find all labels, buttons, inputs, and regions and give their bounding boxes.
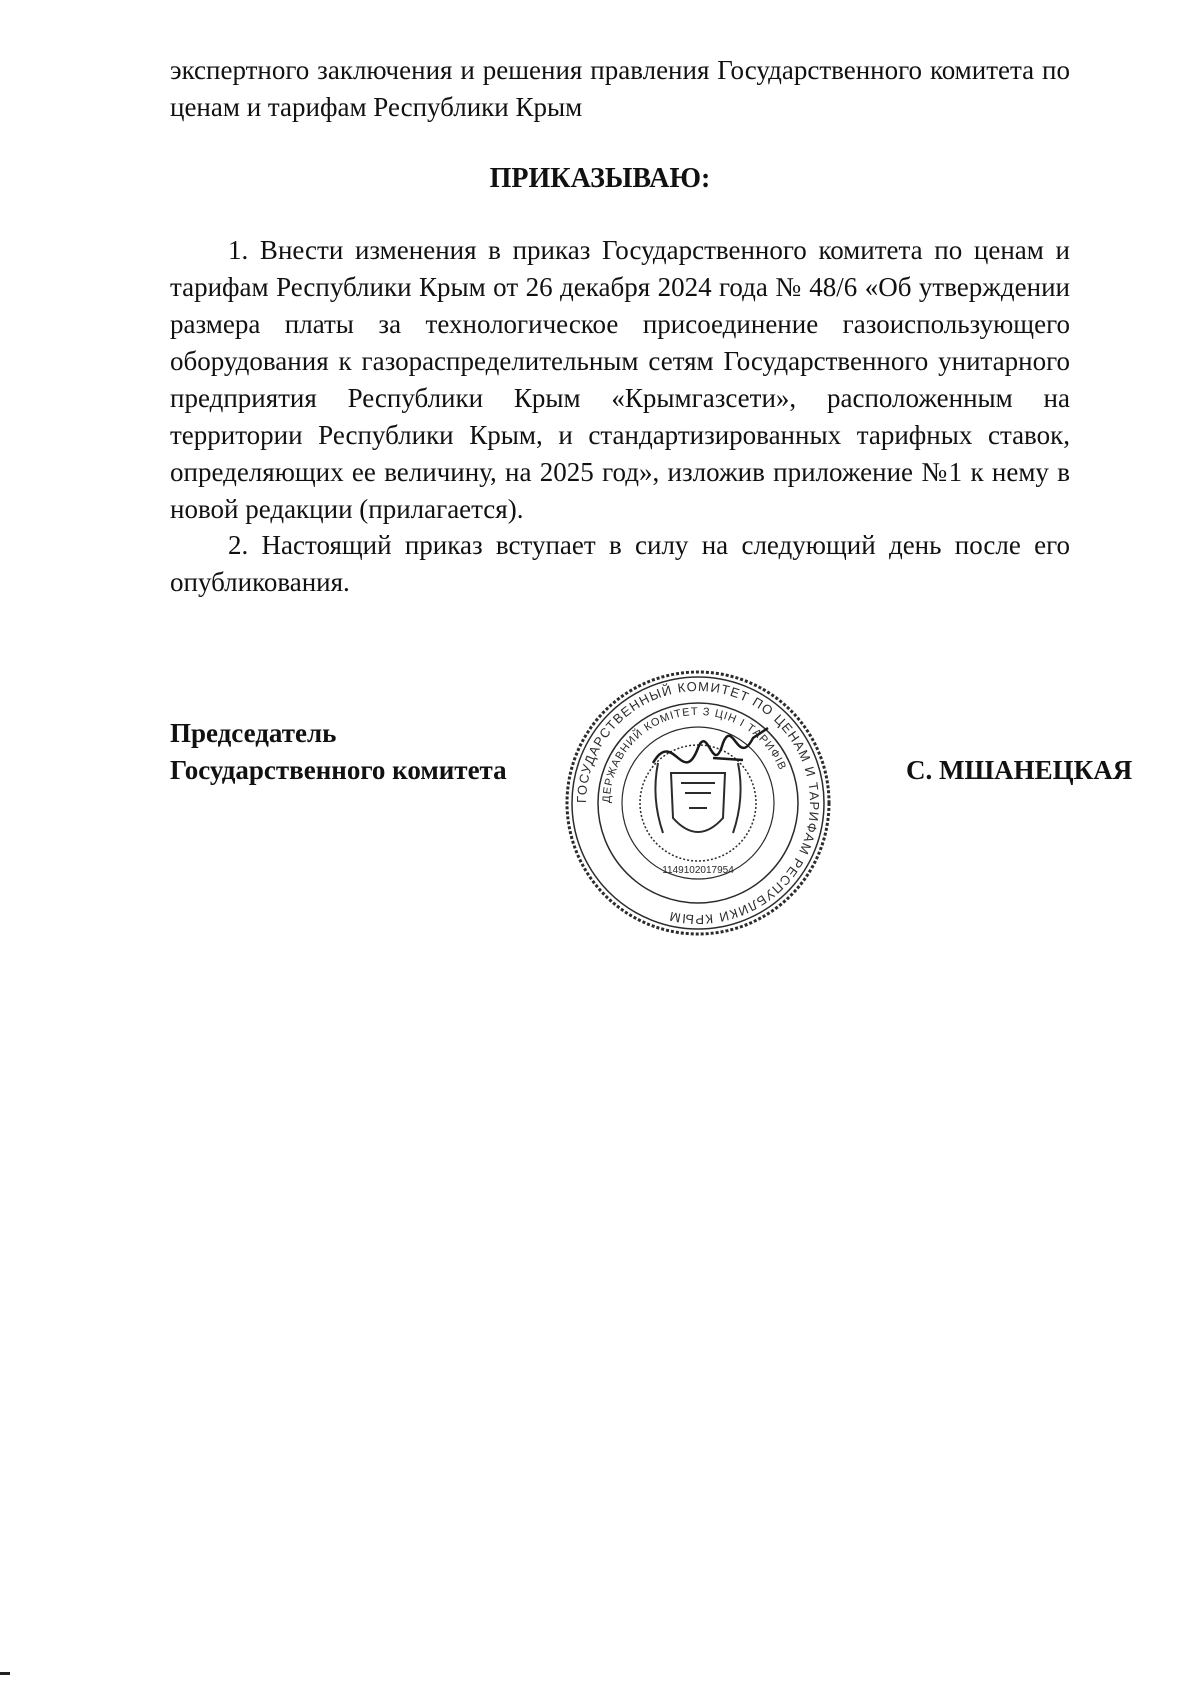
seal-inner-text: ДЕРЖАВНИЙ КОМІТЕТ З ЦІН І ТАРИФІВ <box>600 705 789 804</box>
position-line-2: Государственного комитета <box>170 755 507 785</box>
page-edge-mark <box>0 1672 10 1675</box>
position-line-1: Председатель <box>170 718 337 748</box>
seal-code-text: 1149102017954 <box>662 865 734 876</box>
official-seal-stamp <box>563 668 833 938</box>
order-item-2: 2. Настоящий приказ вступает в силу на следующий день после его опубликования. <box>170 530 1070 597</box>
coat-of-arms-emblem <box>655 763 740 833</box>
signatory-position <box>170 715 507 789</box>
intro-paragraph: экспертного заключения и решения правления Государственного комитета по ценам и тарифам Республики Крым <box>170 55 1070 122</box>
order-item-1: 1. Внести изменения в приказ Государственного комитета по ценам и тарифам Республики Крым от 26 декабря 2024 года № 48/6 «Об утверждении размера платы за технологическое присоединение газоиспользующего оборудования к газораспределительным сетям Государственного унитарного предприятия Республики Крым «Крымгазсети», расположенным на территории Республики Крым, и стандартизированных тарифных ставок, определяющих ее величину, на 2025 год», изложив приложение №1 к нему в новой редакции (прилагается). <box>170 235 1070 524</box>
order-heading: ПРИКАЗЫВАЮ: <box>489 163 711 194</box>
seal-outer-text: ГОСУДАРСТВЕННЫЙ КОМИТЕТ ПО ЦЕНАМ И ТАРИФАМ РЕСПУБЛИКИ КРЫМ <box>573 678 823 928</box>
signatory-name: С. МШАНЕЦКАЯ <box>906 755 1133 785</box>
